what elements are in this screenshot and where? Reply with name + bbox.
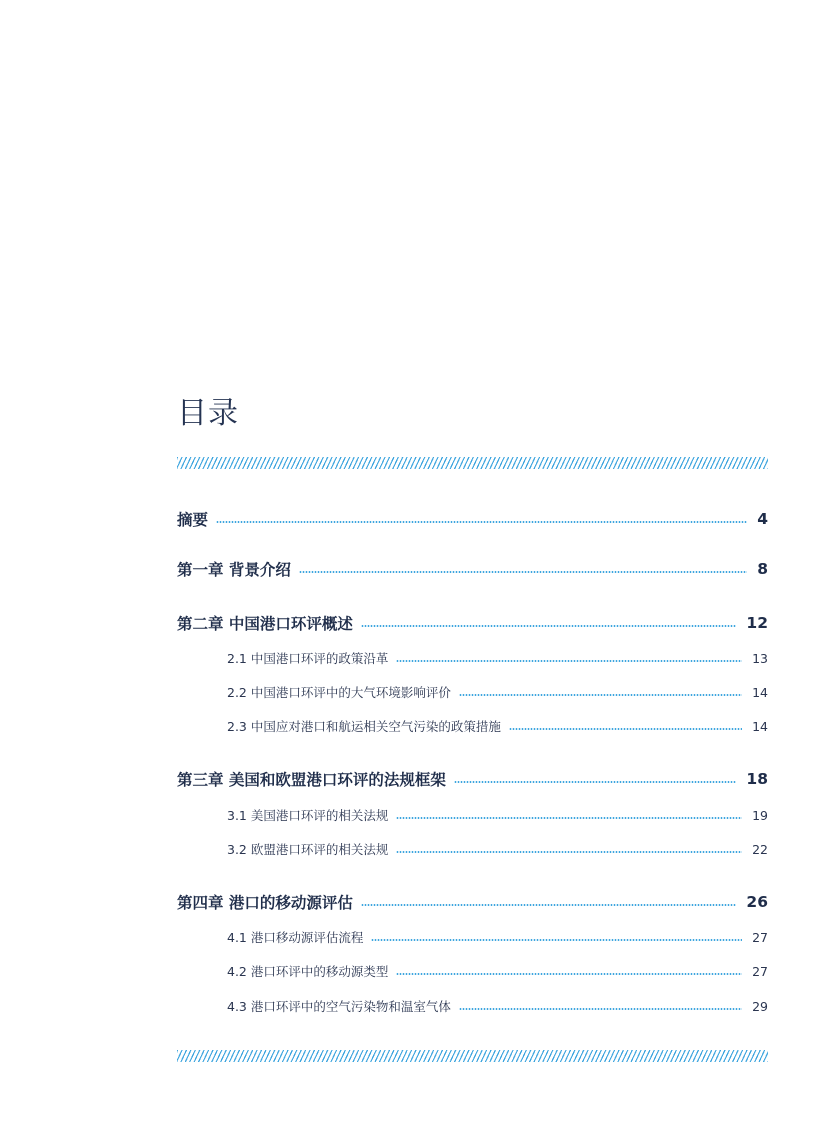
dot-leader — [454, 781, 737, 783]
toc-entry-page: 22 — [752, 841, 768, 857]
dot-leader — [361, 625, 737, 627]
toc-entry-page: 13 — [752, 650, 768, 666]
dot-leader — [371, 939, 742, 941]
dot-leader — [459, 1008, 742, 1010]
toc-entry-page: 19 — [752, 807, 768, 823]
toc-entry-label: 第四章 港口的移动源评估 — [177, 894, 353, 912]
toc-entry-label: 3.1 美国港口环评的相关法规 — [227, 808, 389, 823]
toc-entry-label: 2.1 中国港口环评的政策沿革 — [227, 651, 389, 666]
toc-entry-page: 27 — [752, 929, 768, 945]
toc-entry-chapter-3[interactable] — [177, 767, 768, 791]
toc-title: 目录 — [177, 396, 239, 431]
toc-entry-section-3-2[interactable] — [227, 837, 768, 861]
dot-leader — [396, 660, 742, 662]
toc-entry-label: 2.3 中国应对港口和航运相关空气污染的政策措施 — [227, 719, 501, 734]
toc-entry-section-4-1[interactable] — [227, 925, 768, 949]
toc-entry-page: 4 — [757, 510, 768, 528]
dot-leader — [509, 728, 742, 730]
bottom-hatched-divider — [177, 1050, 768, 1062]
toc-entry-label: 第三章 美国和欧盟港口环评的法规框架 — [177, 771, 446, 789]
toc-entry-label: 4.2 港口环评中的移动源类型 — [227, 964, 389, 979]
toc-entry-page: 18 — [746, 770, 768, 788]
toc-entry-section-4-3[interactable] — [227, 994, 768, 1018]
toc-entry-label: 2.2 中国港口环评中的大气环境影响评价 — [227, 685, 451, 700]
dot-leader — [216, 521, 747, 523]
toc-entry-section-3-1[interactable] — [227, 803, 768, 827]
toc-entry-label: 摘要 — [177, 511, 209, 529]
toc-entry-page: 14 — [752, 718, 768, 734]
dot-leader — [396, 817, 742, 819]
toc-entry-chapter-1[interactable] — [177, 557, 768, 581]
dot-leader — [396, 973, 742, 975]
toc-entry-chapter-2[interactable] — [177, 611, 768, 635]
toc-entry-section-4-2[interactable] — [227, 959, 768, 983]
toc-entry-label: 第一章 背景介绍 — [177, 561, 291, 579]
toc-entry-page: 12 — [746, 614, 768, 632]
toc-entry-page: 14 — [752, 684, 768, 700]
toc-entry-section-2-1[interactable] — [227, 646, 768, 670]
dot-leader — [396, 851, 742, 853]
toc-entry-chapter-4[interactable] — [177, 890, 768, 914]
toc-entry-abstract[interactable] — [177, 507, 768, 531]
toc-entry-label: 4.3 港口环评中的空气污染物和温室气体 — [227, 999, 451, 1014]
toc-entry-page: 29 — [752, 998, 768, 1014]
toc-entry-label: 3.2 欧盟港口环评的相关法规 — [227, 842, 389, 857]
toc-entry-page: 26 — [746, 893, 768, 911]
toc-entry-label: 4.1 港口移动源评估流程 — [227, 930, 364, 945]
toc-entry-section-2-2[interactable] — [227, 680, 768, 704]
toc-entry-section-2-3[interactable] — [227, 714, 768, 738]
dot-leader — [459, 694, 742, 696]
toc-entry-page: 27 — [752, 963, 768, 979]
toc-entry-page: 8 — [757, 560, 768, 578]
dot-leader — [361, 904, 737, 906]
dot-leader — [299, 571, 747, 573]
toc-entry-label: 第二章 中国港口环评概述 — [177, 615, 353, 633]
